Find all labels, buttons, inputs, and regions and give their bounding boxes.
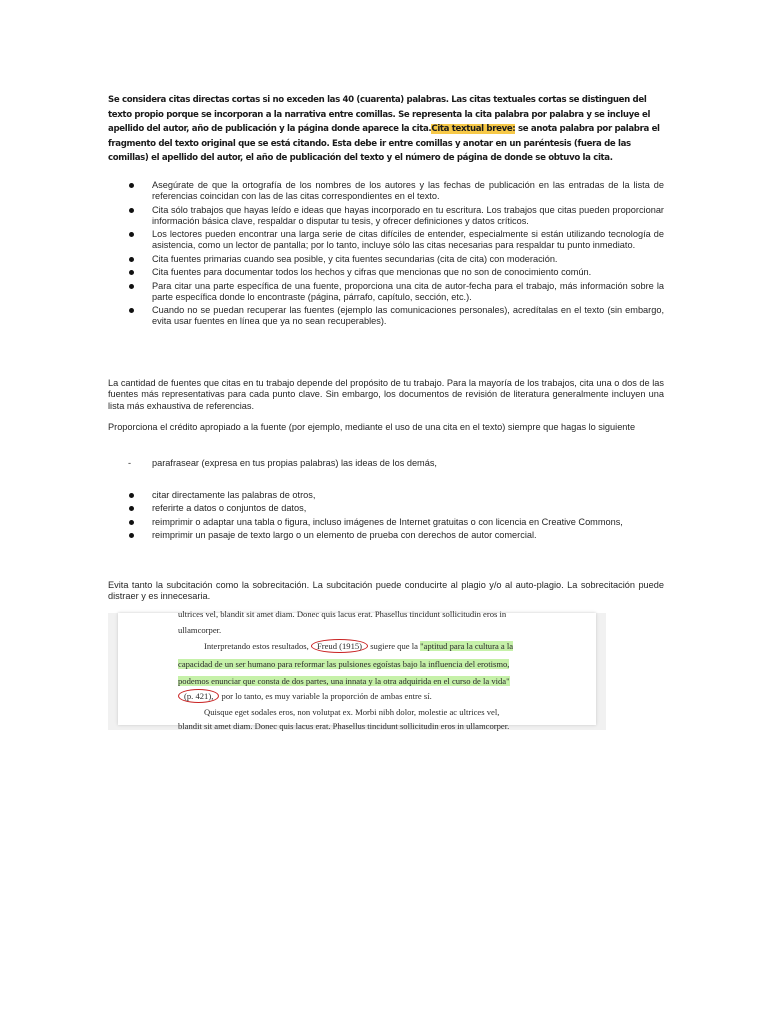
intro-text-after: se anota palabra por palabra el fragmento del texto original que se está citando. Esta debe ir entre comillas y anotar en un paréntesis (fuera de las comillas) el apellido del autor, el año de publicación del texto y el número de página de donde se obtuvo la cita. [108, 124, 660, 163]
author-year-circle: Freud (1915) [311, 639, 368, 653]
list-item [108, 267, 664, 278]
example-line: (p. 421), por lo tanto, es muy variable la proporción de ambas entre sí. [178, 691, 432, 701]
dash-mark: - [128, 458, 132, 468]
list-item [108, 205, 664, 227]
list-item-text: Cita fuentes para documentar todos los hechos y cifras que mencionas que no son de conocimiento común. [152, 267, 592, 278]
bullet-icon [129, 257, 134, 262]
list-item [108, 254, 664, 265]
intro-text-before: Se considera citas directas cortas si no exceden las 40 (cuarenta) palabras. Las citas textuales cortas se distinguen del texto propio porque se incorporan a la narrativa entre comillas. Se representa la cita palabra por palabra y se incluye el apellido del autor, año de publicación y la página donde aparece la cita. [108, 95, 651, 134]
list-item-text: reimprimir un pasaje de texto largo o un elemento de prueba con derechos de autor comercial. [152, 530, 537, 541]
list-item [108, 517, 664, 528]
page-number-circle: (p. 421), [178, 689, 219, 703]
list-item-text: Cita fuentes primarias cuando sea posible, y cita fuentes secundarias (cita de cita) con moderación. [152, 253, 558, 264]
example-line: blandit sit amet diam. Donec quis lacus erat. Phasellus tincidunt sollicitudin eros in ullamcorper. [178, 721, 510, 731]
list-item [108, 305, 664, 327]
citation-example-page [118, 609, 596, 731]
intro-highlight: Cita textual breve: [431, 124, 516, 134]
example-line: ultrices vel, blandit sit amet diam. Donec quis lacus erat. Phasellus tincidunt sollicitudin eros in [178, 609, 507, 619]
credit-paragraph: Proporciona el crédito apropiado a la fuente (por ejemplo, mediante el uso de una cita en el texto) siempre que hagas lo siguiente [108, 422, 636, 432]
list-item-text: citar directamente las palabras de otros, [152, 490, 316, 500]
list-item-text: reimprimir o adaptar una tabla o figura, incluso imágenes de Internet gratuitas o con licencia en Creative Commons, [152, 516, 623, 527]
bullet-icon [129, 232, 134, 237]
bullet-icon [129, 520, 134, 525]
bullet-icon [129, 506, 134, 511]
bullet-icon [129, 183, 134, 188]
dash-item-text: parafrasear (expresa en tus propias palabras) las ideas de los demás, [152, 458, 437, 468]
bullet-icon [129, 533, 134, 538]
citation-example-image [108, 609, 606, 731]
quote-highlight-line: capacidad de un ser humano para reformar las pulsiones egoístas bajo la influencia del erotismo, [178, 659, 510, 669]
list-item-text: Asegúrate de que la ortografía de los nombres de los autores y las fechas de publicación en las entradas de la lista de referencias coincidan con las de las citas correspondientes en el texto. [152, 180, 664, 202]
sources-paragraph: La cantidad de fuentes que citas en tu trabajo depende del propósito de tu trabajo. Para la mayoría de los trabajos, cita una o dos de las fuentes más representativas para cada punto clave. Sin embargo, los documentos de revisión de literatura generalmente incluyen una lista más exhaustiva de referencias. [108, 378, 664, 411]
bullet-icon [129, 308, 134, 313]
list-item [108, 180, 664, 202]
example-line: Quisque eget sodales eros, non volutpat ex. Morbi nibh dolor, molestie ac ultrices vel, [204, 707, 500, 717]
list-item-text: Para citar una parte específica de una fuente, proporciona una cita de autor-fecha para el trabajo, más información sobre la parte específica donde lo encontraste (página, párrafo, capítulo, sección, etc.). [152, 280, 664, 302]
intro-paragraph [108, 93, 664, 166]
bullet-icon [129, 493, 134, 498]
list-item [108, 530, 664, 541]
citation-balance-paragraph: Evita tanto la subcitación como la sobrecitación. La subcitación puede conducirte al plagio y/o al auto-plagio. La sobrecitación puede distraer y es innecesaria. [108, 580, 664, 602]
bullet-icon [129, 208, 134, 213]
list-item [108, 281, 664, 303]
credit-list [108, 490, 664, 544]
bullet-icon [129, 284, 134, 289]
list-item [108, 503, 664, 514]
list-item [108, 490, 664, 501]
list-item-text: referirte a datos o conjuntos de datos, [152, 503, 307, 514]
quote-highlight: "aptitud para la cultura a la [420, 641, 514, 651]
quote-highlight-line: podemos enunciar que consta de dos partes, una innata y la otra adquirida en el curso de la vida" [178, 676, 510, 686]
guidelines-list [108, 180, 664, 330]
example-line: Interpretando estos resultados, Freud (1915) sugiere que la "aptitud para la cultura a la [204, 641, 514, 651]
list-item-text: Los lectores pueden encontrar una larga serie de citas difíciles de entender, especialmente si están utilizando tecnología de asistencia, como un lector de pantalla; por lo tanto, incluye sólo las citas necesarias para respaldar tu punto inmediato. [152, 229, 664, 251]
bullet-icon [129, 270, 134, 275]
list-item-text: Cuando no se puedan recuperar las fuentes (ejemplo las comunicaciones personales), acredítalas en el texto (sin embargo, evita usar fuentes en línea que ya no sean recuperables). [152, 305, 664, 327]
example-line: ullamcorper. [178, 625, 222, 635]
list-item-text: Cita sólo trabajos que hayas leído e ideas que hayas incorporado en tu escritura. Los trabajos que citas pueden proporcionar información básica clave, respaldar o disputar tu tesis, y ofrecer definiciones y datos críticos. [152, 204, 664, 226]
list-item [108, 229, 664, 251]
